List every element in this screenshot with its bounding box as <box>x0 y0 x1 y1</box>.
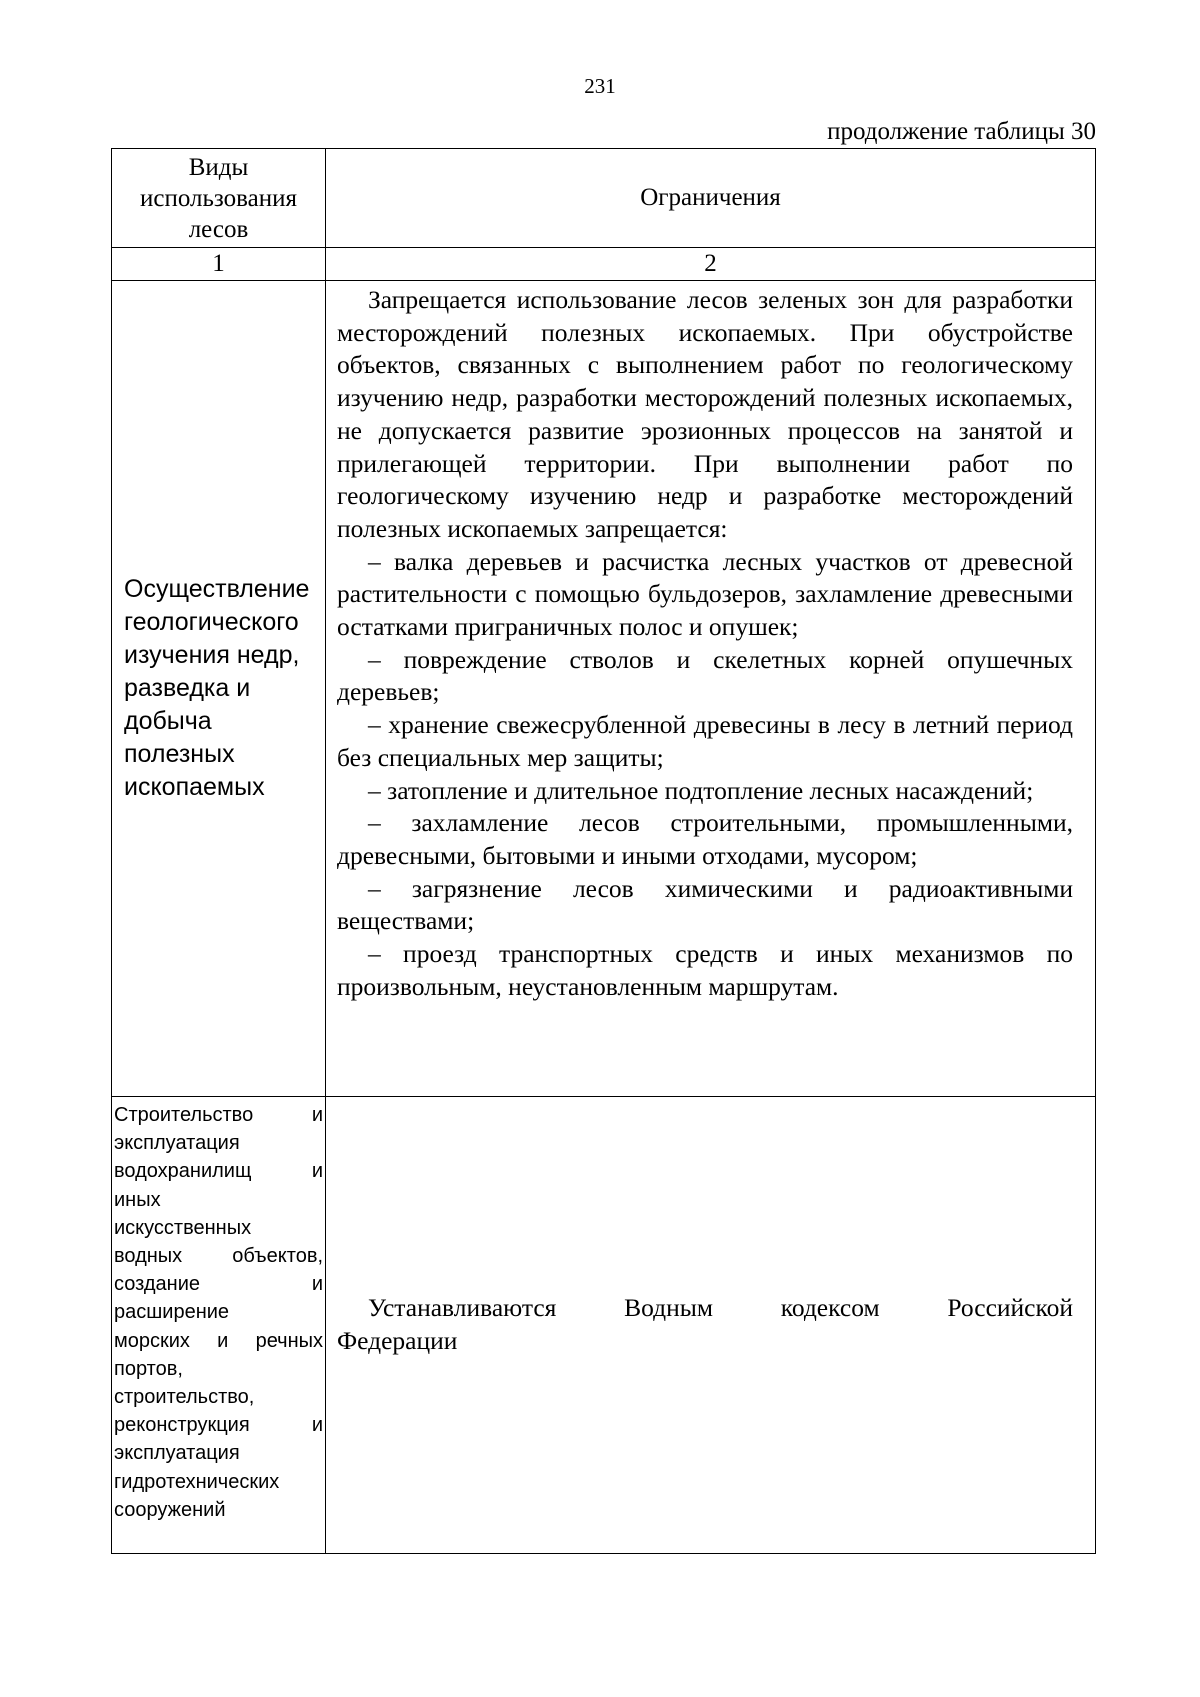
column-number-1: 1 <box>112 248 326 281</box>
restriction-paragraph: Запрещается использование лесов зеленых зон для разработки месторождений полезных ископаемых. При обустройстве объектов, связанных с выполнением работ по геологическому изучению недр, разработки месторождений полезных ископаемых, не допускается развитие эрозионных процессов на занятой и прилегающей территории. При выполнении работ по геологическому изучению недр и разработке месторождений полезных ископаемых запрещается: <box>337 285 1073 543</box>
page-number: 231 <box>584 74 616 98</box>
table-row <box>112 281 1096 1097</box>
header-restrictions: Ограничения <box>326 149 1096 248</box>
use-type-line: эксплуатация <box>114 1132 240 1155</box>
use-type-line: сооружений <box>114 1498 226 1521</box>
use-type-line: создание и <box>114 1273 323 1296</box>
use-type-cell <box>112 1097 326 1554</box>
restriction-paragraph: Устанавливаются Водным кодексом Российской <box>368 1293 1073 1323</box>
header-use-types: Виды использования лесов <box>112 149 326 248</box>
use-type-line: эксплуатация <box>114 1442 240 1465</box>
table-header-row <box>112 149 1096 248</box>
restriction-item: – повреждение стволов и скелетных корней опушечных деревьев; <box>337 644 1073 707</box>
use-type-line: иных <box>114 1188 161 1211</box>
table-continuation-label: продолжение таблицы 30 <box>827 118 1096 145</box>
restrictions-cell <box>326 1097 1096 1554</box>
restriction-item: – хранение свежесрубленной древесины в лесу в летний период без специальных мер защиты; <box>337 710 1073 772</box>
restriction-item: – загрязнение лесов химическими и радиоактивными веществами; <box>337 873 1073 936</box>
column-number-2: 2 <box>326 248 1096 281</box>
use-type-cell: Осуществление геологического изучения недр, разведка и добыча полезных ископаемых <box>112 281 326 1097</box>
column-number-row <box>112 248 1096 281</box>
use-type-line: реконструкция и <box>114 1414 323 1437</box>
restriction-item: – проезд транспортных средств и иных механизмов по произвольным, неустановленным маршрутам. <box>337 939 1073 1001</box>
use-type-line: строительство, <box>114 1386 255 1409</box>
use-type-line: морских и речных <box>114 1329 323 1352</box>
use-type-line: расширение <box>114 1301 230 1324</box>
use-type-line: портов, <box>114 1357 183 1380</box>
use-type-line: Строительство и <box>114 1104 323 1126</box>
use-type-line: водных объектов, <box>114 1245 323 1268</box>
restrictions-table <box>111 148 1096 1554</box>
restriction-item: – валка деревьев и расчистка лесных участков от древесной растительности с помощью бульдозеров, захламление древесными остатками приграничных полос и опушек; <box>337 546 1073 642</box>
use-type-line: водохранилищ и <box>114 1160 323 1183</box>
restriction-paragraph: Федерации <box>337 1326 458 1355</box>
use-type-line: гидротехнических <box>114 1470 280 1493</box>
restrictions-cell <box>326 281 1096 1097</box>
restriction-item: – захламление лесов строительными, промышленными, древесными, бытовыми и иными отходами, мусором; <box>337 808 1073 870</box>
table-row <box>112 1097 1096 1554</box>
use-type-line: искусственных <box>114 1216 252 1239</box>
restriction-item: – затопление и длительное подтопление лесных насаждений; <box>368 775 1034 805</box>
